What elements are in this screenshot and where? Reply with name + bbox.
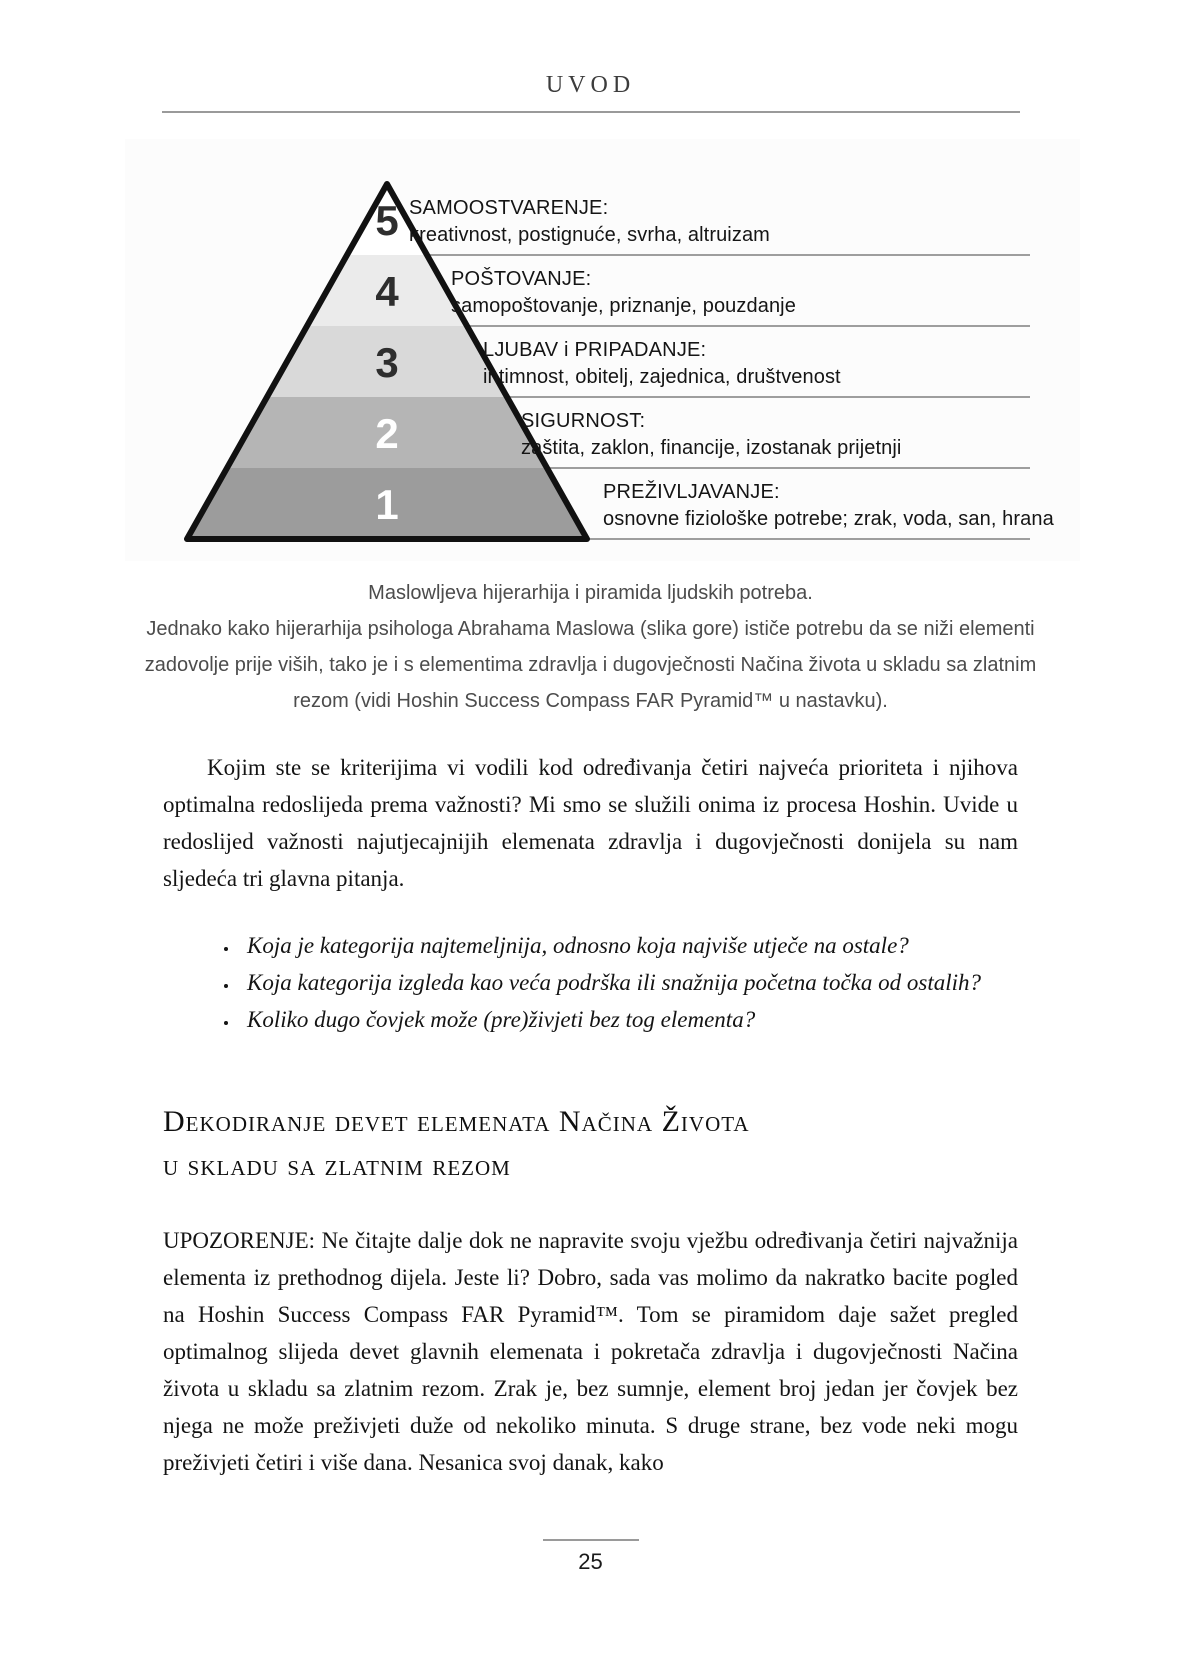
question-item: • Koja je kategorija najtemeljnija, odnosno koja najviše utječe na ostale? — [239, 927, 1018, 964]
tier-description: zaštita, zaklon, financije, izostanak prijetnji — [521, 437, 902, 459]
paragraph-warning: UPOZORENJE: Ne čitajte dalje dok ne napravite svoju vježbu određivanja četiri najvažnija elementa iz prethodnog dijela. Jeste li? Dobro, sada vas molimo da nakratko bacite pogled na Hoshin Success Compass FAR Pyramid™. Tom se piramidom daje sažet pregled optimalnog slijeda devet glavnih elemenata i pokretača zdravlja i dugovječnosti Načina života u skladu sa zlatnim rezom. Zrak je, bez sumnje, element broj jedan jer čovjek bez njega ne može preživjeti duže od nekoliko minuta. S druge strane, bez vode neki mogu preživjeti četiri i više dana. Nesanica svoj danak, kako — [163, 1228, 1018, 1475]
caption-title: Maslowljeva hijerarhija i piramida ljudskih potreba. — [368, 582, 813, 604]
footer-rule — [543, 1539, 639, 1541]
tier-title: PREŽIVLJAVANJE: — [603, 481, 780, 503]
tier-description: osnovne fiziološke potrebe; zrak, voda, san, hrana — [603, 508, 1054, 530]
tier-label-4 — [451, 266, 796, 320]
page-footer — [0, 1539, 1181, 1575]
figure-caption — [131, 575, 1051, 719]
page-number: 25 — [578, 1549, 603, 1574]
section-heading — [163, 1100, 1018, 1188]
paragraph-criteria: Kojim ste se kriterijima vi vodili kod određivanja četiri najveća prioriteta i njihova optimalna redoslijeda prema važnosti? Mi smo se služili onima iz procesa Hoshin. Uvide u redoslijed važnosti najutjecajnijih elemenata zdravlja i dugovječnosti donijela su nam sljedeća tri glavna pitanja. — [163, 755, 1018, 891]
tier-title: SIGURNOST: — [521, 410, 646, 432]
tier-label-3 — [483, 337, 841, 391]
tier-number-4: 4 — [375, 268, 399, 315]
tier-number-1: 1 — [375, 481, 399, 528]
tier-label-5 — [409, 195, 770, 249]
tier-description: samopoštovanje, priznanje, pouzdanje — [451, 295, 796, 317]
section-heading-line2: u skladu sa zlatnim rezom — [163, 1149, 511, 1182]
tier-number-2: 2 — [375, 410, 399, 457]
question-list — [207, 927, 1018, 1038]
tier-title: SAMOOSTVARENJE: — [409, 197, 609, 219]
header-rule — [162, 111, 1020, 113]
tier-title: POŠTOVANJE: — [451, 268, 592, 290]
tier-description: intimnost, obitelj, zajednica, društvenost — [483, 366, 841, 388]
tier-description: kreativnost, postignuće, svrha, altruizam — [409, 224, 770, 246]
section-heading-line1: Dekodiranje devet elemenata Načina Života — [163, 1105, 750, 1138]
tier-number-5: 5 — [375, 197, 399, 244]
body-text — [163, 749, 1018, 1481]
maslow-pyramid-figure — [125, 139, 1080, 561]
tier-label-1 — [603, 479, 1054, 533]
tier-label-2 — [521, 408, 901, 462]
caption-body: Jednako kako hijerarhija psihologa Abrahama Maslowa (slika gore) ističe potrebu da se niži elementi zadovolje prije viših, tako je i s elementima zdravlja i dugovječnosti Načina života u skladu sa zlatnim rezom (vidi Hoshin Success Compass FAR Pyramid™ u nastavku). — [144, 618, 1037, 712]
tier-number-3: 3 — [375, 339, 399, 386]
running-head: UVOD — [545, 72, 636, 98]
question-item: • Koja kategorija izgleda kao veća podrška ili snažnija početna točka od ostalih? — [239, 964, 1018, 1001]
question-item: • Koliko dugo čovjek može (pre)živjeti bez tog elementa? — [239, 1001, 1018, 1038]
tier-title: LJUBAV i PRIPADANJE: — [483, 339, 707, 361]
